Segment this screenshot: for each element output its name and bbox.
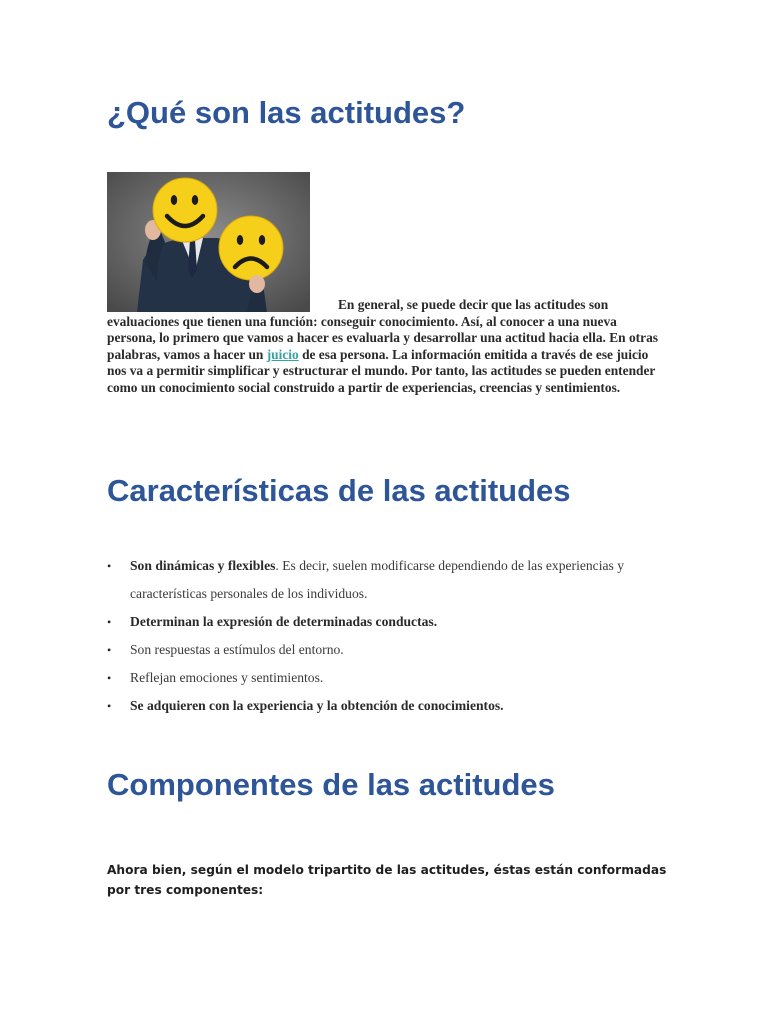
bullet-icon: • [107,671,112,685]
juicio-link[interactable]: juicio [266,346,299,362]
features-list [107,552,667,720]
list-item [107,608,667,636]
list-item-bold: Determinan la expresión de determinadas conductas. [130,614,438,629]
list-item [107,664,667,692]
heading-caracteristicas: Características de las actitudes [107,473,571,508]
bullet-icon: • [107,699,112,713]
happy-face-icon [153,178,217,242]
list-item [107,636,667,664]
photo-happy-sad-faces [107,172,310,312]
heading-que-son: ¿Qué son las actitudes? [107,95,466,130]
sad-face-icon [219,216,283,280]
intro-text-after-link: de esa persona. La información emitida a través de ese juicio nos va a permitir simplificar y estructurar el mundo. Por tanto, las actitudes se pueden entender como un conocimiento social construido a partir de experiencias, creencias y sentimientos. [107,346,656,395]
list-item-text: . Es decir, suelen modificarse dependiendo de las experiencias y características personales de los individuos. [130,558,625,601]
heading-componentes: Componentes de las actitudes [107,767,555,802]
list-item-bold: Son dinámicas y flexibles [130,558,276,573]
list-item [107,692,667,720]
list-item-text: Son respuestas a estímulos del entorno. [130,642,344,657]
components-paragraph: Ahora bien, según el modelo tripartito de las actitudes, éstas están conformadas por tres componentes: [107,863,667,897]
bullet-icon: • [107,559,112,573]
bullet-icon: • [107,643,112,657]
intro-text-before-link: En general, se puede decir que las actitudes son evaluaciones que tienen una función: conseguir conocimiento. Así, al conocer a una nueva persona, lo primero que vamos a hacer es evaluarla y desarrollar una actitud hacia ella. En otras palabras, vamos a hacer un [107,297,658,362]
list-item-bold: Se adquieren con la experiencia y la obtención de conocimientos. [130,698,504,713]
bullet-icon: • [107,615,112,629]
list-item-text: Reflejan emociones y sentimientos. [130,670,324,685]
intro-paragraph [107,297,663,397]
list-item [107,552,667,608]
